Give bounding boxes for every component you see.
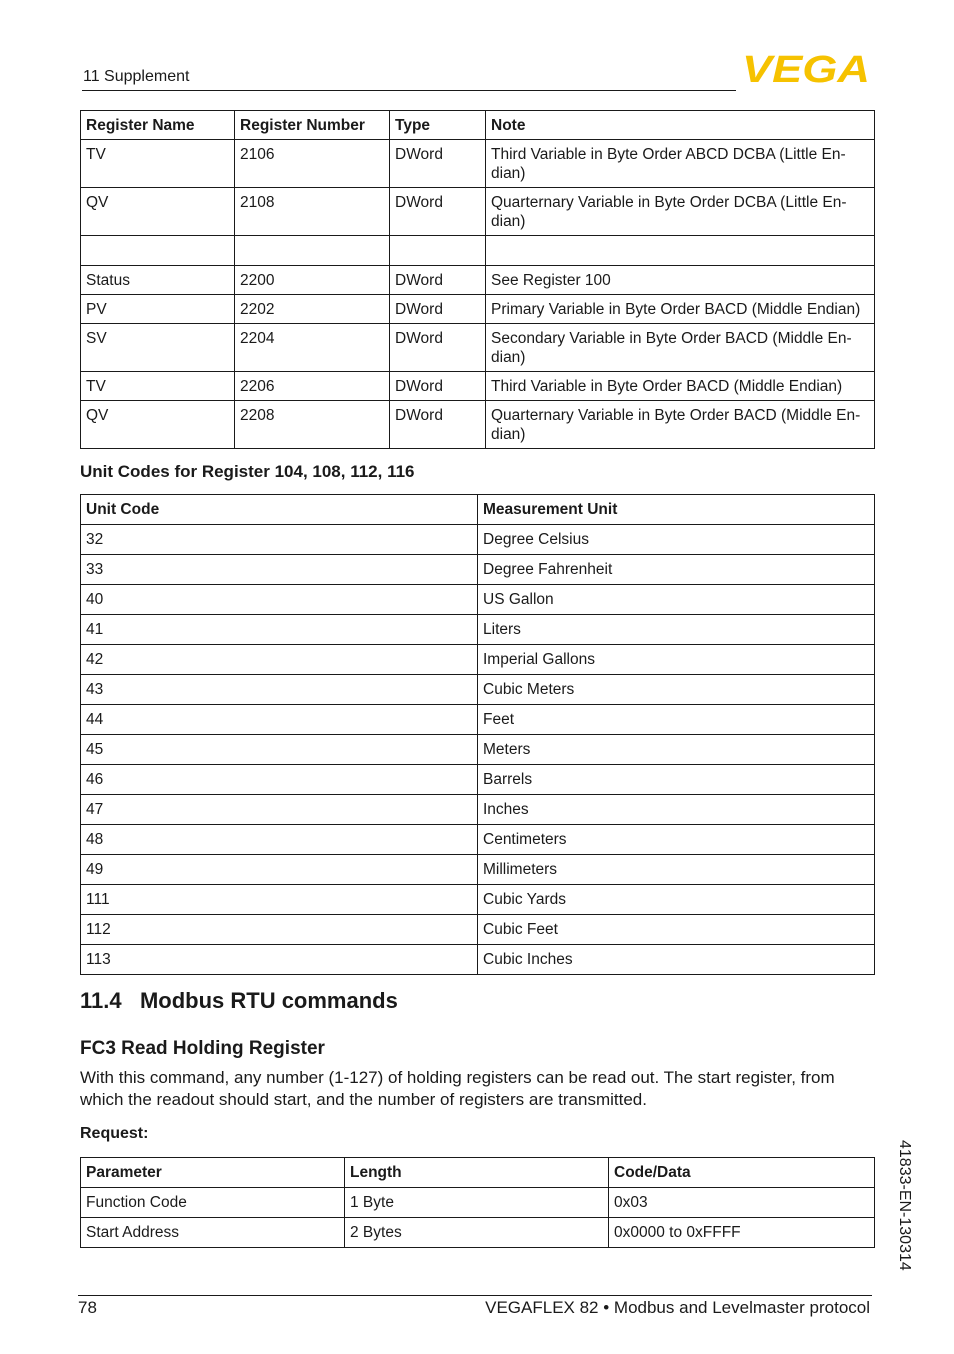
table-cell: Feet (478, 705, 875, 735)
table-row (81, 140, 875, 188)
table-cell: Imperial Gallons (478, 645, 875, 675)
table-cell: Function Code (81, 1188, 345, 1218)
table-row (81, 525, 875, 555)
table-row-empty (81, 236, 875, 266)
table-row (81, 885, 875, 915)
table-cell: QV (81, 401, 235, 449)
table-row (81, 266, 875, 295)
table-cell: 111 (81, 885, 478, 915)
footer-title: VEGAFLEX 82 • Modbus and Levelmaster protocol (485, 1298, 870, 1317)
table-cell: 42 (81, 645, 478, 675)
table-cell: Cubic Meters (478, 675, 875, 705)
table-cell (235, 236, 390, 266)
table-cell: 2 Bytes (345, 1218, 609, 1248)
table-cell: 47 (81, 795, 478, 825)
table-cell: Degree Celsius (478, 525, 875, 555)
table-row (81, 615, 875, 645)
table-cell: 45 (81, 735, 478, 765)
table-cell: Millimeters (478, 855, 875, 885)
table-cell: 49 (81, 855, 478, 885)
request-label: Request: (80, 1125, 149, 1142)
table-cell: TV (81, 140, 235, 188)
column-header: Code/Data (609, 1158, 875, 1188)
table-cell: Quarternary Variable in Byte Order DCBA (Little En-dian) (486, 188, 875, 236)
table-cell: 32 (81, 525, 478, 555)
table-cell: 2202 (235, 295, 390, 324)
page-number: 78 (78, 1298, 97, 1317)
table-cell: US Gallon (478, 585, 875, 615)
table-cell: Quarternary Variable in Byte Order BACD (Middle En-dian) (486, 401, 875, 449)
subsection-title: FC3 Read Holding Register (80, 1038, 325, 1059)
running-header: 11 Supplement (83, 68, 190, 85)
footer-rule (78, 1295, 872, 1296)
column-header: Unit Code (81, 495, 478, 525)
unit-codes-table (80, 494, 875, 975)
register-table (80, 110, 875, 449)
table-row (81, 324, 875, 372)
table-cell: 2206 (235, 372, 390, 401)
table-row (81, 401, 875, 449)
table-cell: Liters (478, 615, 875, 645)
table-row (81, 645, 875, 675)
table-cell: DWord (390, 401, 486, 449)
table-row (81, 585, 875, 615)
table-cell: Primary Variable in Byte Order BACD (Middle Endian) (486, 295, 875, 324)
table-cell: QV (81, 188, 235, 236)
column-header: Register Name (81, 111, 235, 140)
table-cell: 2106 (235, 140, 390, 188)
table-cell: 113 (81, 945, 478, 975)
table-row (81, 705, 875, 735)
table-cell: PV (81, 295, 235, 324)
table-cell: Third Variable in Byte Order BACD (Middle Endian) (486, 372, 875, 401)
table-cell: 2108 (235, 188, 390, 236)
table-cell: 46 (81, 765, 478, 795)
table-cell: 40 (81, 585, 478, 615)
table-cell (390, 236, 486, 266)
table-cell: Inches (478, 795, 875, 825)
table-row (81, 1188, 875, 1218)
table-cell: Cubic Yards (478, 885, 875, 915)
table-cell: SV (81, 324, 235, 372)
table-cell: Start Address (81, 1218, 345, 1248)
table-cell: See Register 100 (486, 266, 875, 295)
unit-codes-heading: Unit Codes for Register 104, 108, 112, 116 (80, 462, 415, 481)
table-cell: DWord (390, 140, 486, 188)
table-cell: DWord (390, 295, 486, 324)
table-cell: 1 Byte (345, 1188, 609, 1218)
table-cell: 33 (81, 555, 478, 585)
table-cell: Cubic Feet (478, 915, 875, 945)
table-cell: Status (81, 266, 235, 295)
table-cell: Third Variable in Byte Order ABCD DCBA (Little En-dian) (486, 140, 875, 188)
table-cell (486, 236, 875, 266)
table-row (81, 915, 875, 945)
body-paragraph: With this command, any number (1-127) of holding registers can be read out. The start register, from which the readout should start, and the number of registers are transmitted. (80, 1068, 835, 1109)
table-row (81, 795, 875, 825)
table-row (81, 855, 875, 885)
column-header: Register Number (235, 111, 390, 140)
table-cell: DWord (390, 372, 486, 401)
vega-logo (742, 52, 872, 89)
column-header: Note (486, 111, 875, 140)
table-cell: 0x03 (609, 1188, 875, 1218)
table-cell: 44 (81, 705, 478, 735)
table-cell: 2204 (235, 324, 390, 372)
table-row (81, 945, 875, 975)
table-cell: 0x0000 to 0xFFFF (609, 1218, 875, 1248)
table-row (81, 735, 875, 765)
table-cell: Degree Fahrenheit (478, 555, 875, 585)
section-title: 11.4 Modbus RTU commands (80, 988, 398, 1013)
table-row (81, 188, 875, 236)
table-cell: 112 (81, 915, 478, 945)
document-code: 41833-EN-130314 (896, 1140, 913, 1271)
table-cell: 2200 (235, 266, 390, 295)
header-rule (82, 90, 736, 91)
table-cell: 48 (81, 825, 478, 855)
column-header: Length (345, 1158, 609, 1188)
table-row (81, 765, 875, 795)
table-cell: 43 (81, 675, 478, 705)
column-header: Type (390, 111, 486, 140)
table-cell: DWord (390, 266, 486, 295)
table-cell: Centimeters (478, 825, 875, 855)
table-row (81, 675, 875, 705)
table-cell: 2208 (235, 401, 390, 449)
column-header: Measurement Unit (478, 495, 875, 525)
table-cell: DWord (390, 188, 486, 236)
table-row (81, 295, 875, 324)
table-cell: DWord (390, 324, 486, 372)
table-cell: 41 (81, 615, 478, 645)
table-cell: TV (81, 372, 235, 401)
table-row (81, 372, 875, 401)
logo-wordmark: VEGA (742, 52, 870, 84)
table-row (81, 555, 875, 585)
table-row (81, 1218, 875, 1248)
table-cell: Cubic Inches (478, 945, 875, 975)
table-cell: Meters (478, 735, 875, 765)
column-header: Parameter (81, 1158, 345, 1188)
table-row (81, 825, 875, 855)
table-cell: Barrels (478, 765, 875, 795)
table-cell (81, 236, 235, 266)
table-cell: Secondary Variable in Byte Order BACD (Middle En-dian) (486, 324, 875, 372)
request-table (80, 1157, 875, 1248)
